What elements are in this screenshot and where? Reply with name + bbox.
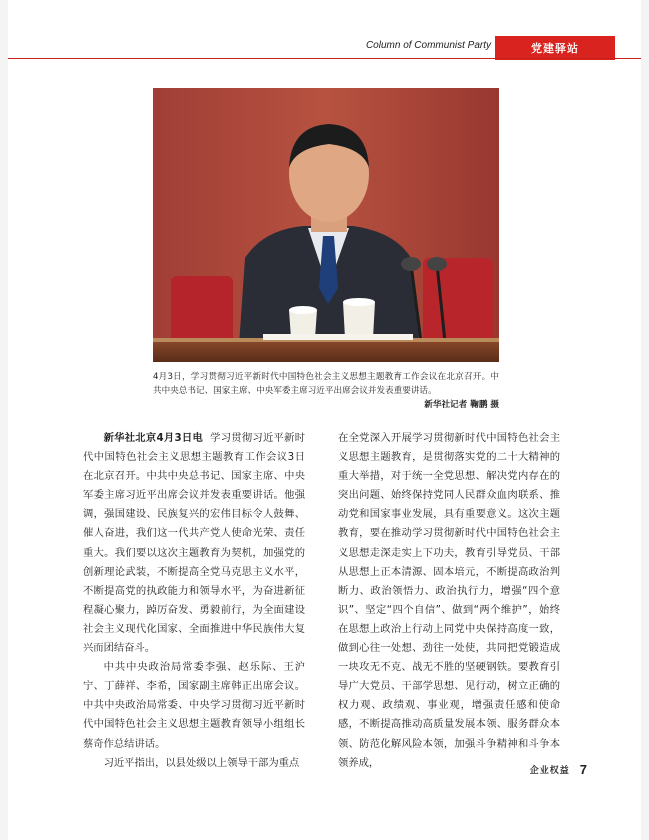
- caption-text: 4月3日，学习贯彻习近平新时代中国特色社会主义思想主题教育工作会议在北京召开。中共中央总书记、国家主席、中央军委主席习近平出席会议并发表重要讲话。: [153, 372, 499, 396]
- dateline: 新华社北京4月3日电: [103, 432, 204, 444]
- article-paragraph: 习近平指出，以县处级以上领导干部为重点: [103, 756, 300, 769]
- magazine-page: [8, 0, 641, 840]
- header-rule: [8, 58, 641, 59]
- paragraph-text: 学习贯彻习近平新时代中国特色社会主义思想主题教育工作会议3日在北京召开。中共中央总书记、国家主席、中央军委主席习近平出席会议并发表重要讲话。他强调，强国建设、民族复兴的宏伟目标令人鼓舞、催人奋进，我们这一代共产党人使命光荣、责任重大。我们要以这次主题教育为契机，加强党的创新理论武装，不断提高全党马克思主义水平，不断提高党的执政能力和领导水平，为奋进新征程凝心聚力，踔厉奋发、勇毅前行，为全面建设社会主义现代化国家、全面推进中华民族伟大复兴而团结奋斗。: [83, 432, 305, 655]
- article-column-right: [338, 429, 560, 773]
- article-paragraph: 中共中央政治局常委李强、赵乐际、王沪宁、丁薛祥、李希，国家副主席韩正出席会议。中共中央政治局常委、中央学习贯彻习近平新时代中国特色社会主义思想主题教育领导小组组长蔡奇作总结讲话。: [83, 661, 305, 750]
- photo-caption: [153, 370, 499, 412]
- section-title-en: Column of Communist Party: [365, 40, 491, 51]
- news-photo-illustration: [153, 88, 499, 362]
- article-paragraph: 在全党深入开展学习贯彻新时代中国特色社会主义思想主题教育，是贯彻落实党的二十大精神的重大举措，对于统一全党思想、解决党内存在的突出问题、始终保持党同人民群众血肉联系、推动党和国家事业发展，具有重要意义。这次主题教育，要在推动学习贯彻新时代中国特色社会主义思想走深走实上下功夫，教育引导党员、干部从思想上正本清源、固本培元，不断提高政治判断力、政治领悟力、政治执行力，增强“四个意识”、坚定“四个自信”、做到“两个维护”，始终在思想上政治上行动上同党中央保持高度一致，做到心往一处想、劲往一处使，共同把党锻造成一块攻无不克、战无不胜的坚硬钢铁。要教育引导广大党员、干部学思想、见行动，树立正确的权力观、政绩观、事业观，增强责任感和使命感，不断提高推动高质量发展本领、服务群众本领、防范化解风险本领，加强斗争精神和斗争本领养成，: [338, 432, 560, 769]
- page-footer: [530, 762, 587, 777]
- magazine-name: 企业权益: [529, 766, 570, 776]
- photo-credit: 新华社记者 鞠鹏 摄: [424, 400, 499, 410]
- news-photo: [153, 88, 499, 362]
- page-number: 7: [579, 762, 587, 777]
- section-tab: 党建驿站: [495, 36, 615, 60]
- article-paragraph: [83, 429, 305, 658]
- article-column-left: [83, 429, 305, 773]
